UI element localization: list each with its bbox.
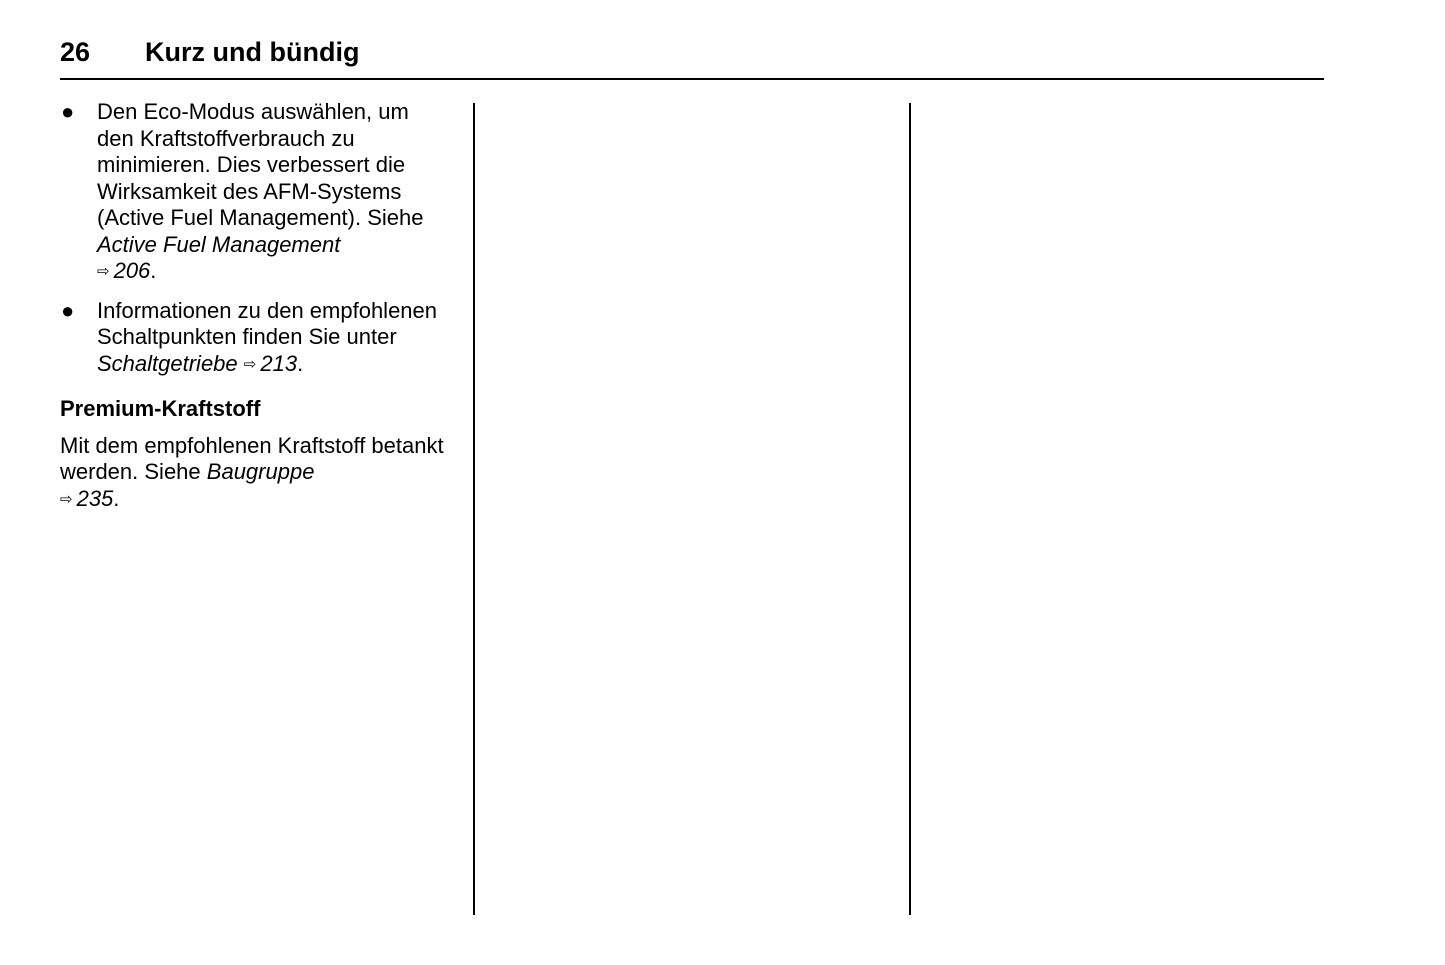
- header-rule: [60, 78, 1324, 80]
- text-column-left: [60, 99, 450, 513]
- cross-reference-link[interactable]: [97, 351, 297, 376]
- arrow-icon: ⇨: [243, 355, 257, 373]
- sentence-end: .: [113, 485, 120, 511]
- reference-title: Active Fuel Management: [97, 231, 341, 257]
- bullet-text: Informationen zu den empfohlenen Schaltpunkten finden Sie unter: [97, 297, 438, 349]
- bullet-icon: ●: [61, 297, 75, 323]
- sentence-end: .: [297, 350, 304, 376]
- arrow-icon: ⇨: [97, 263, 110, 280]
- list-item: [60, 99, 450, 286]
- section-heading: Premium-Kraftstoff: [60, 396, 261, 421]
- page-header: [60, 34, 1324, 74]
- paragraph-text: Mit dem empfohlenen Kraftstoff betankt werden. Siehe: [60, 432, 444, 484]
- reference-page: 213: [260, 350, 298, 376]
- column-divider: [909, 103, 911, 915]
- reference-page: 206: [113, 258, 151, 283]
- reference-page: 235: [76, 485, 114, 511]
- bullet-list: [60, 99, 450, 378]
- reference-title: Schaltgetriebe: [97, 350, 238, 376]
- reference-title: Baugruppe: [206, 459, 315, 484]
- cross-reference-link[interactable]: [97, 232, 340, 284]
- bullet-icon: ●: [61, 99, 75, 124]
- column-divider: [473, 103, 475, 915]
- sentence-end: .: [150, 258, 157, 283]
- section-paragraph: [60, 433, 450, 514]
- chapter-title: Kurz und bündig: [145, 37, 360, 67]
- bullet-text: Den Eco-Modus auswählen, um den Kraftstoffverbrauch zu minimieren. Dies verbessert die Wirksamkeit des AFM-Systems (Active Fuel Management). Siehe: [97, 99, 424, 230]
- page-number: 26: [60, 37, 91, 67]
- arrow-icon: ⇨: [60, 490, 73, 508]
- list-item: [60, 298, 450, 379]
